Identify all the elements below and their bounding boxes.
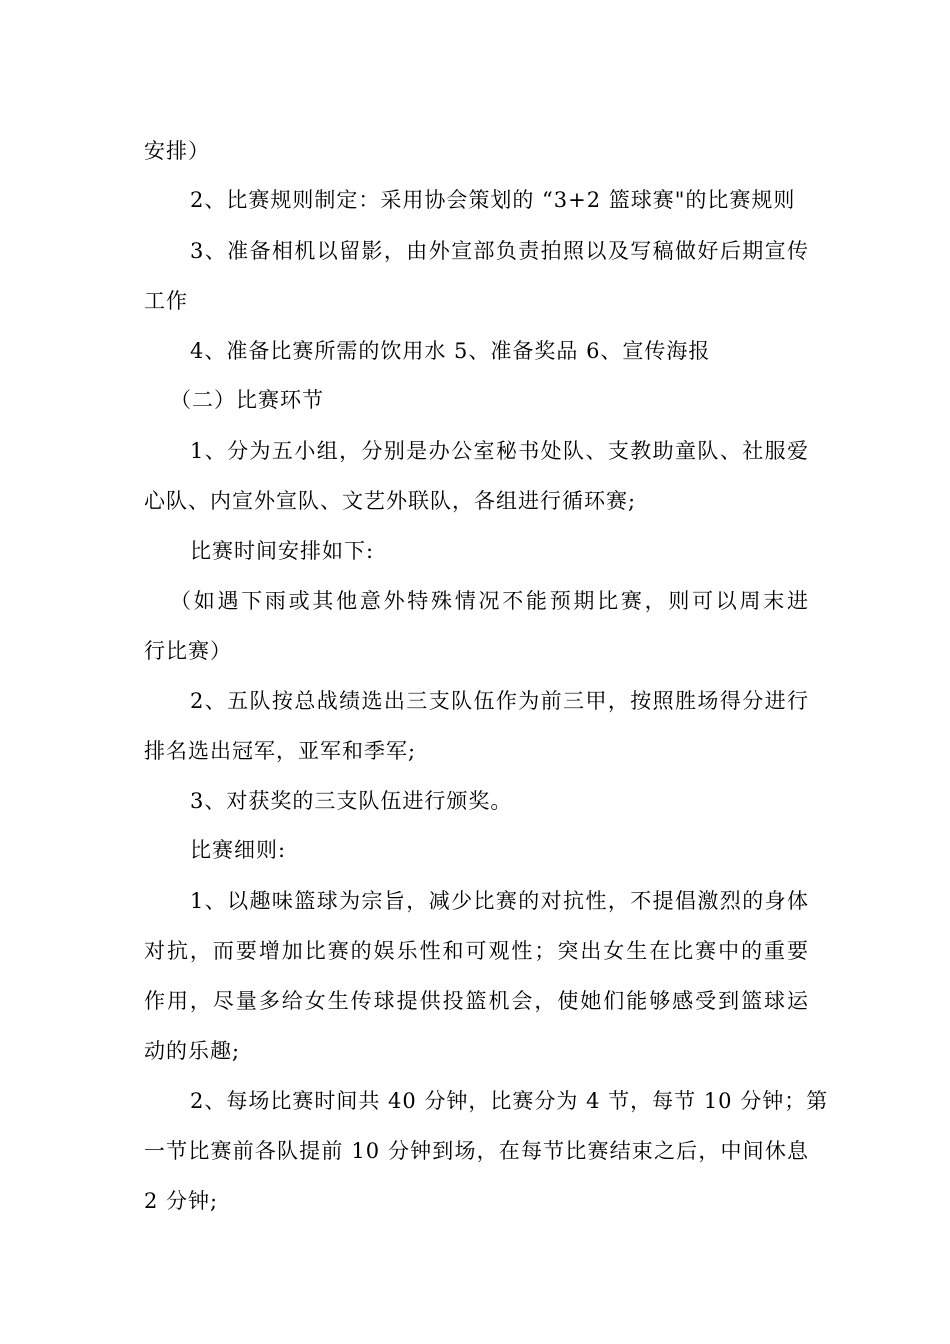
text-line: 4、准备比赛所需的饮用水 5、准备奖品 6、宣传海报 xyxy=(190,339,711,363)
text-line: 2、比赛规则制定：采用协会策划的 “3+2 篮球赛"的比赛规则 xyxy=(190,188,796,212)
text-line: 动的乐趣; xyxy=(144,1039,241,1063)
section-heading: （二）比赛环节 xyxy=(170,388,324,412)
text-line: 2、每场比赛时间共 40 分钟，比赛分为 4 节，每节 10 分钟；第 xyxy=(190,1089,829,1113)
text-line: 2 分钟; xyxy=(144,1189,219,1213)
text-line: 排名选出冠军，亚军和季军; xyxy=(144,739,417,763)
text-line: 行比赛） xyxy=(144,639,232,663)
text-line: 对抗，而要增加比赛的娱乐性和可观性；突出女生在比赛中的重要 xyxy=(144,939,809,963)
text-line: 安排） xyxy=(144,139,210,163)
text-line: 比赛时间安排如下: xyxy=(190,539,375,563)
text-line: 3、准备相机以留影，由外宣部负责拍照以及写稿做好后期宣传 xyxy=(190,239,809,263)
text-line: 工作 xyxy=(144,289,188,313)
text-line: 心队、内宣外宣队、文艺外联队，各组进行循环赛; xyxy=(144,489,637,513)
text-line: 2、五队按总战绩选出三支队伍作为前三甲，按照胜场得分进行 xyxy=(190,689,809,713)
text-line: （如遇下雨或其他意外特殊情况不能预期比赛，则可以周末进 xyxy=(170,589,809,613)
text-line: 3、对获奖的三支队伍进行颁奖。 xyxy=(190,789,513,813)
text-line: 一节比赛前各队提前 10 分钟到场，在每节比赛结束之后，中间休息 xyxy=(144,1139,809,1163)
section-heading: 比赛细则: xyxy=(190,838,287,862)
text-line: 作用，尽量多给女生传球提供投篮机会，使她们能够感受到篮球运 xyxy=(144,989,809,1013)
text-line: 1、分为五小组，分别是办公室秘书处队、支教助童队、社服爱 xyxy=(190,439,809,463)
text-line: 1、以趣味篮球为宗旨，减少比赛的对抗性，不提倡激烈的身体 xyxy=(190,889,809,913)
